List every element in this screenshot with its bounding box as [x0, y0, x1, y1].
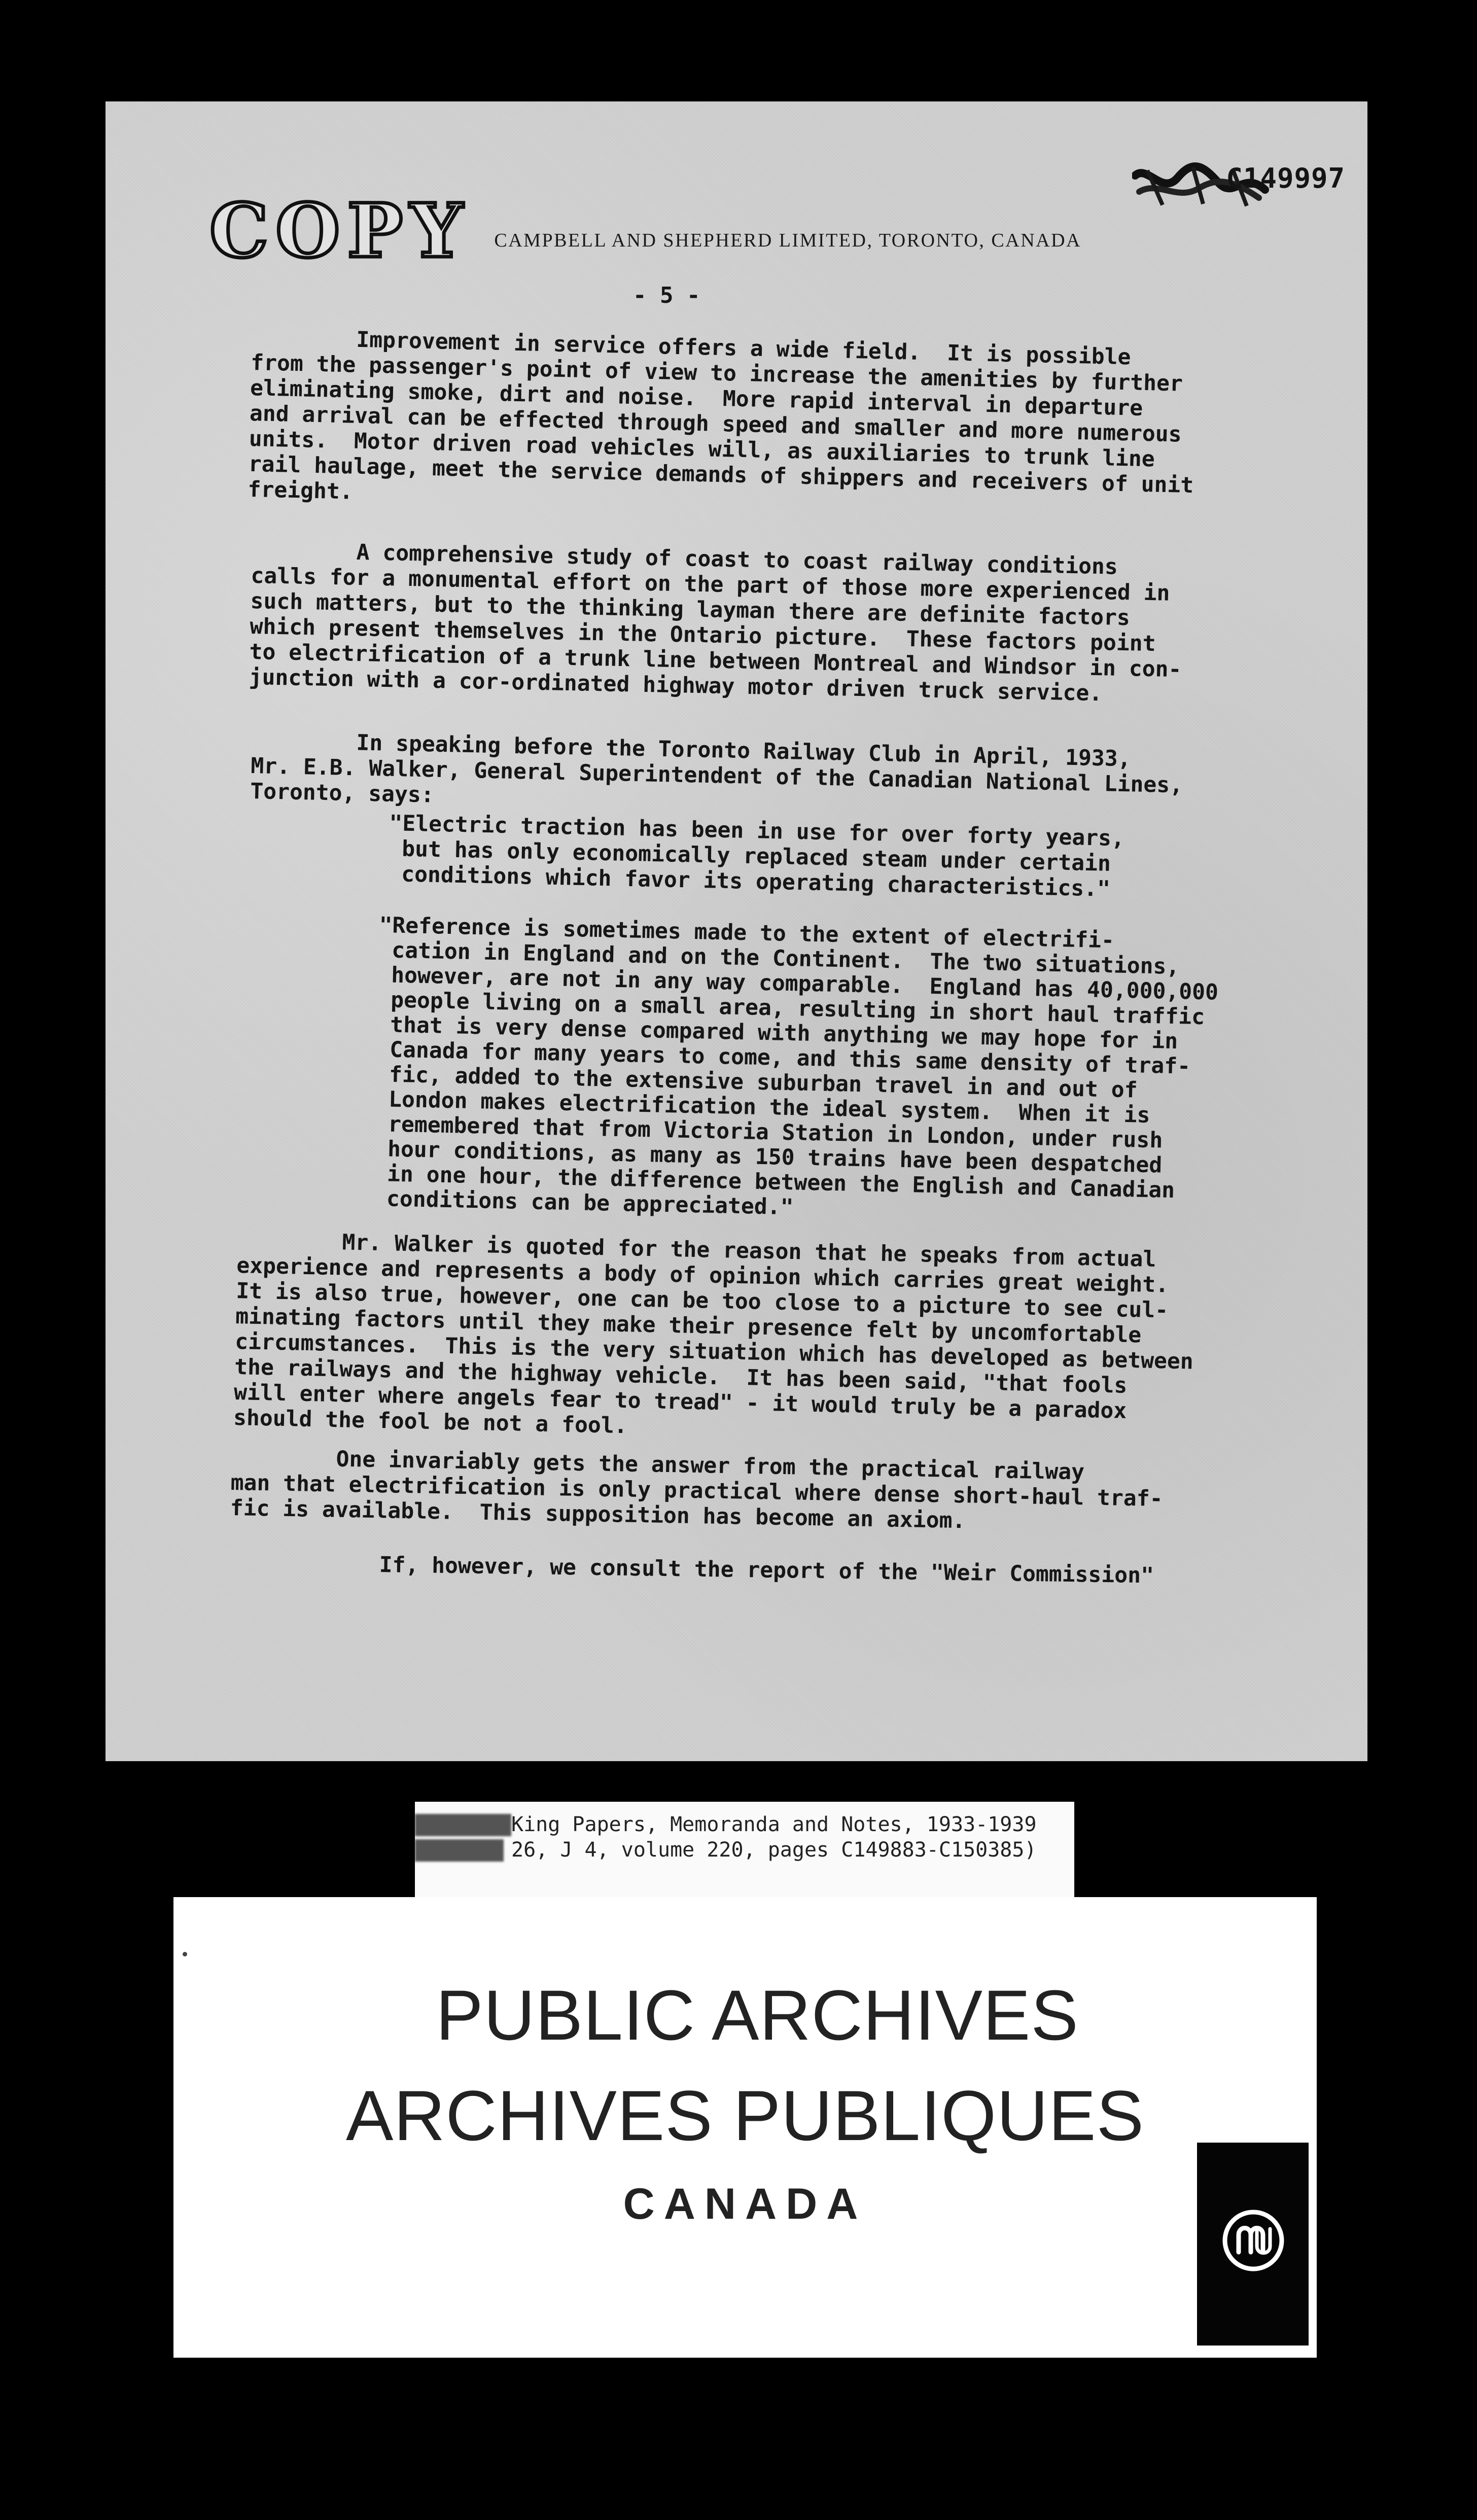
paragraph-practical-railway: One invariably gets the answer from the practical railway man that electrification is only practical where dense short-haul traf- fic is available. This supposition has become an axiom.: [230, 1445, 1163, 1534]
archives-title-french: ARCHIVES PUBLIQUES: [346, 2076, 1144, 2155]
dust-speck: [183, 1952, 187, 1956]
company-name: CAMPBELL AND SHEPHERD LIMITED, TORONTO, CANADA: [494, 229, 1081, 251]
copy-stamp: COPY: [209, 188, 470, 274]
quote-reference-england: "Reference is sometimes made to the extent of electrifi- cation in England and on the Continent. The two situations, however, are not in any way comparable. England has 40,000,000 people living on a small area, resulting in short haul traffic that is very dense compared with anything we may hope for in Canada for many years to come, and this same density of traf- fic, added to the extensive suburban travel in and out of London makes electrification the ideal system. When it is remembered that from Victoria Station in London, under rush hour conditions, as many as 150 trains have been despatched in one hour, the difference between the English and Canadian conditions can be appreciated.": [373, 913, 1219, 1220]
paragraph-improvement: Improvement in service offers a wide field. It is possible from the passenger's point of view to increase the amenities by further eliminating smoke, dirt and noise. More rapid interval in departure and arrival can be effected through speed and smaller and more numerous units. Motor driven road vehicles will, as auxiliaries to trunk line rail haulage, meet the service demands of shippers and receivers of unit freight.: [248, 325, 1194, 505]
paragraph-weir-commission: If, however, we consult the report of the "Weir Commission": [379, 1552, 1154, 1589]
paragraph-toronto-railway-club: In speaking before the Toronto Railway Club in April, 1933, Mr. E.B. Walker, General Superintendent of the Canadian National Lines, Toronto, says:: [250, 728, 1183, 808]
reference-line-collection: King Papers, Memoranda and Notes, 1933-1939: [511, 1813, 1037, 1836]
archives-card: [173, 1897, 1317, 2358]
archives-country: CANADA: [623, 2180, 867, 2228]
archives-logo-block: [1197, 2143, 1309, 2346]
typed-body: [106, 101, 1367, 1761]
quote-electric-traction: "Electric traction has been in use for over forty years, but has only economically replaced steam under certain conditions which favor its operating characteristics.": [388, 811, 1125, 902]
paragraph-comprehensive-study: A comprehensive study of coast to coast railway conditions calls for a monumental effort on the part of those more experienced in such matters, but to the thinking layman there are definite factors which present themselves in the Ontario picture. These factors point to electrification of a trunk line between Montreal and Windsor in con- junction with a cor-ordinated highway motor driven truck service.: [249, 538, 1182, 707]
document-page: [106, 101, 1367, 1761]
page-number: - 5 -: [633, 283, 700, 308]
paragraph-mr-walker: Mr. Walker is quoted for the reason that he speaks from actual experience and represents a body of opinion which carries great weight. It is also true, however, one can be too close to a picture to see cul- minating factors until they make their presence felt by uncomfortable circumstances. This is the very situation which has developed as between the railways and the highway vehicle. It has been said, "that fools will enter where angels fear to tread" - it would truly be a paradox should the fool be not a fool.: [233, 1228, 1194, 1439]
archive-number: C149997: [1226, 162, 1345, 194]
archives-title-english: PUBLIC ARCHIVES: [436, 1975, 1079, 2055]
reference-line-volume: 26, J 4, volume 220, pages C149883-C150385): [511, 1838, 1037, 1862]
archives-logo-icon: [1221, 2209, 1285, 2272]
